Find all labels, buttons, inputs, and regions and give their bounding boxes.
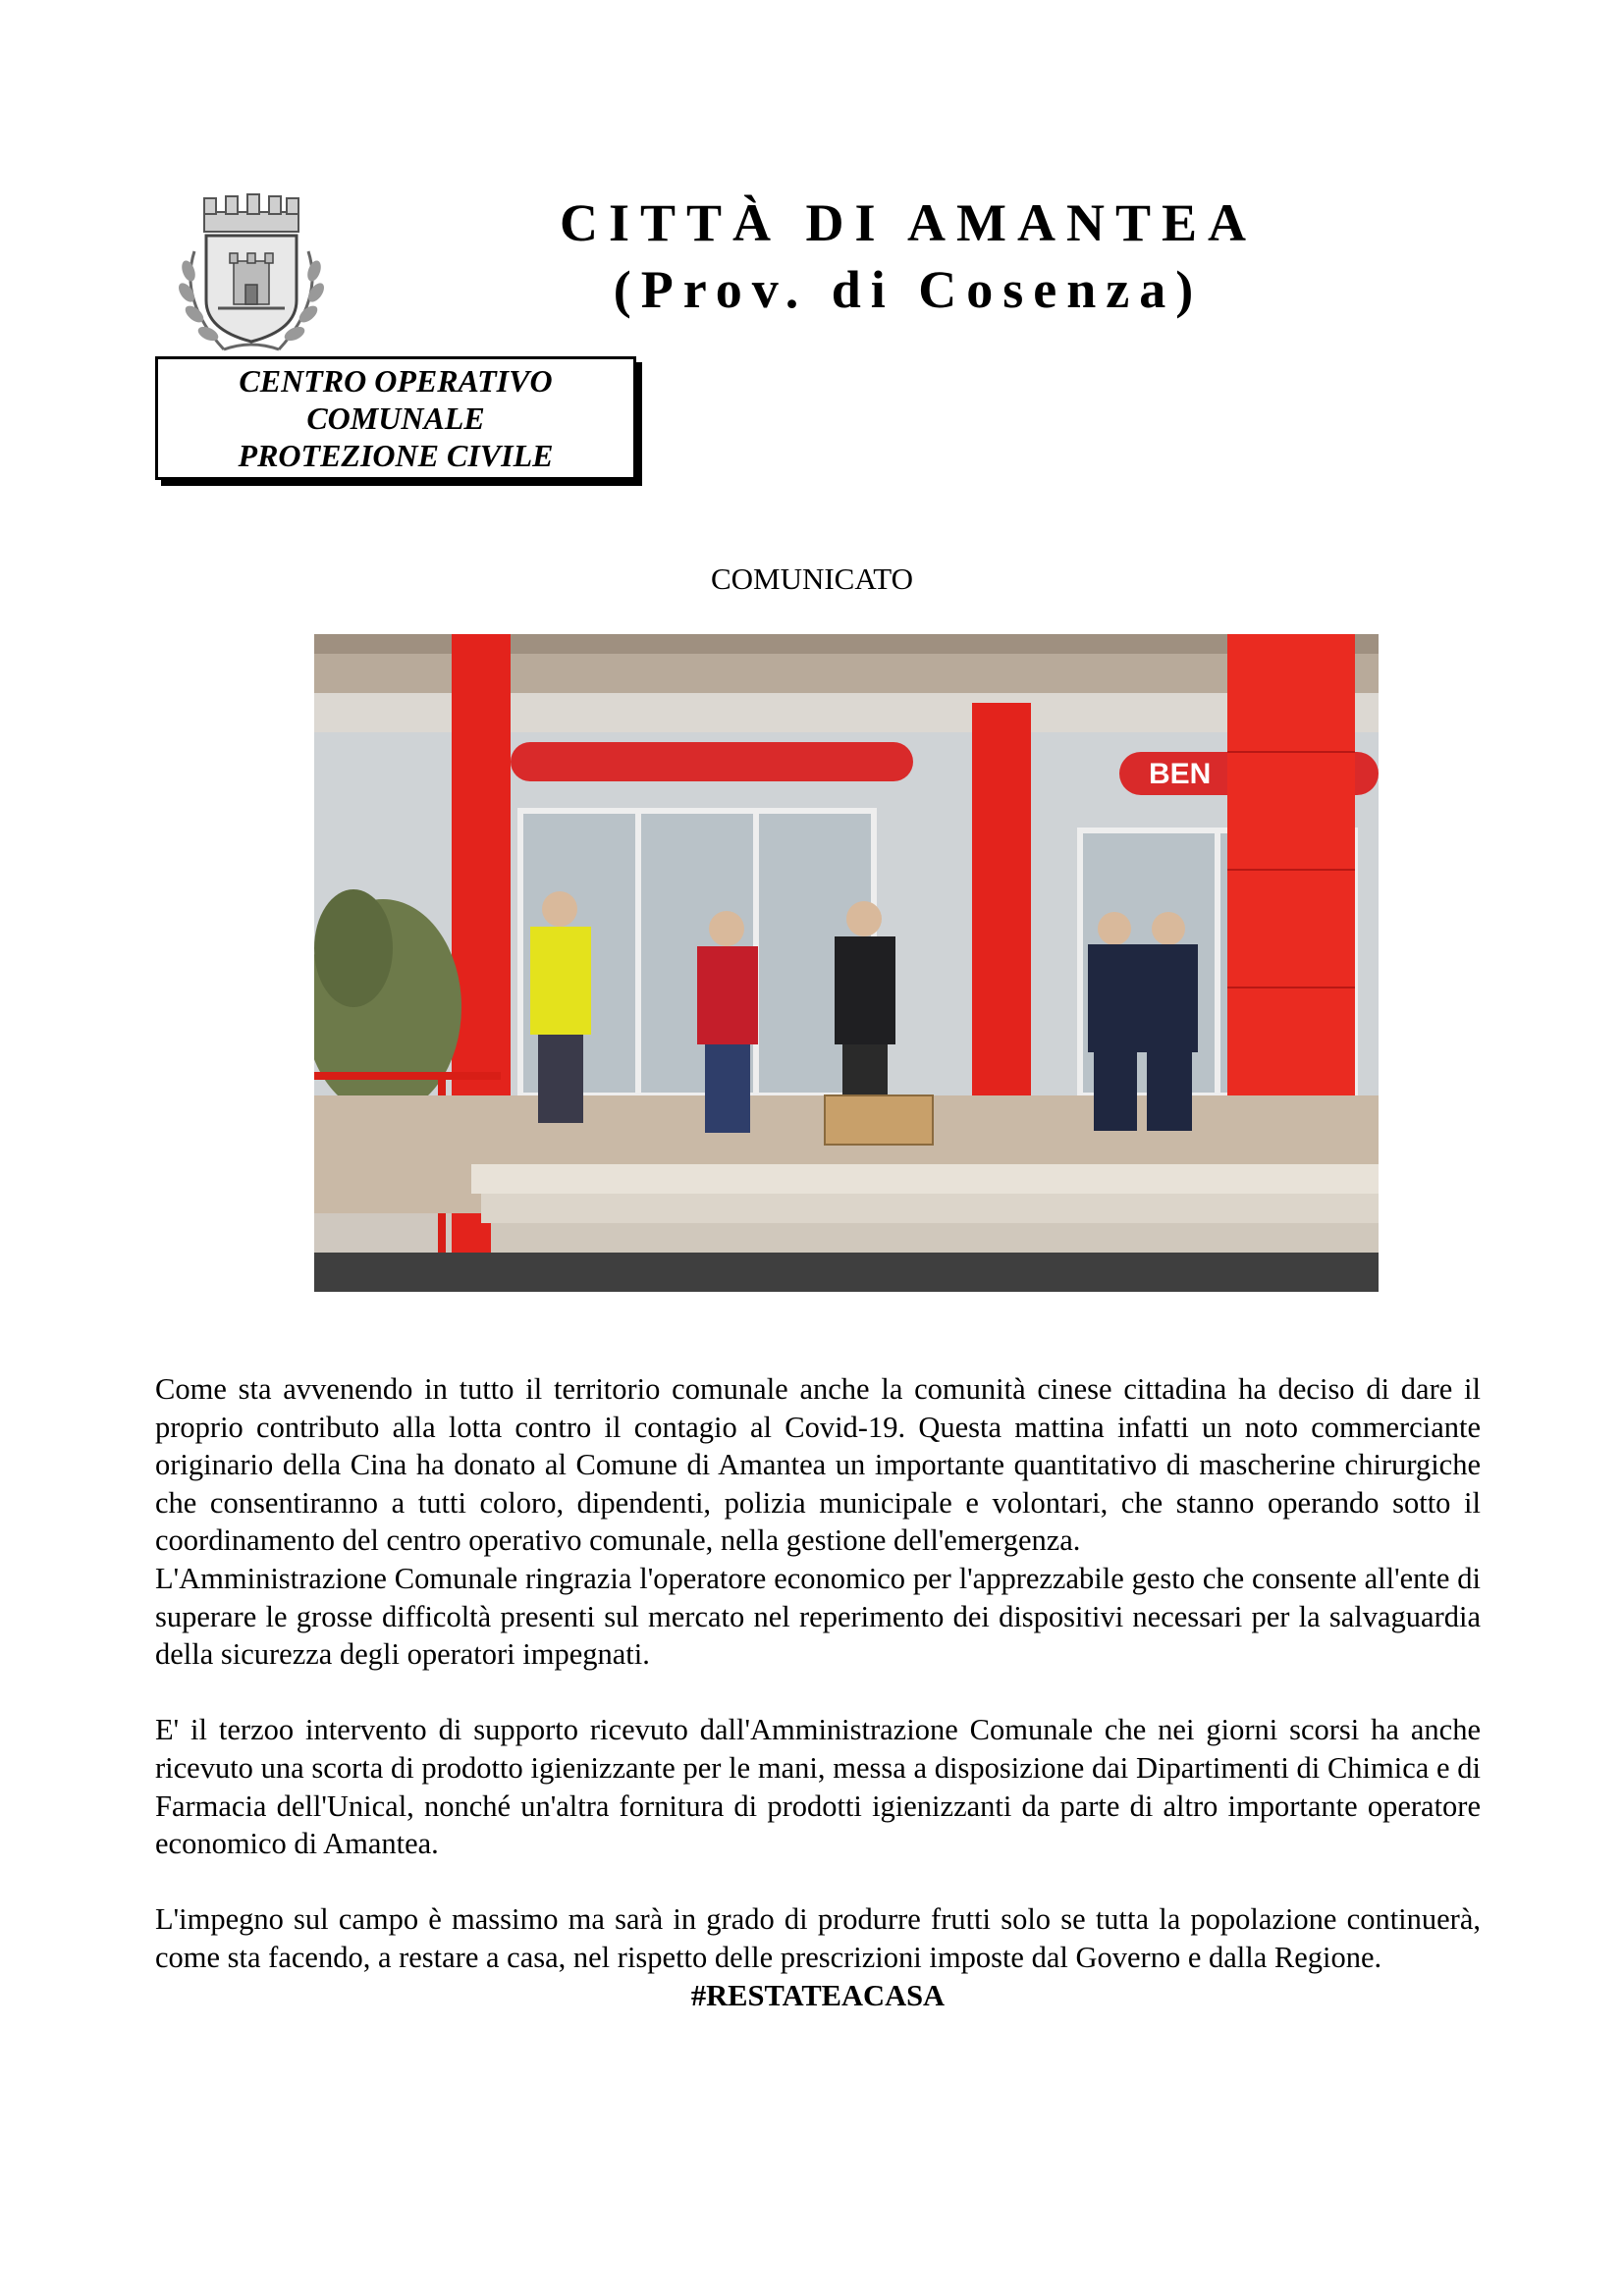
hashtag: #RESTATEACASA xyxy=(690,1978,946,2012)
office-line-1: CENTRO OPERATIVO xyxy=(239,363,553,399)
document-heading: COMUNICATO xyxy=(710,561,914,596)
donation-photo xyxy=(314,634,1379,1292)
province-subtitle: (Prov. di Cosenza) xyxy=(613,260,1204,319)
office-line-2: COMUNALE xyxy=(306,400,485,436)
civil-protection-office-box xyxy=(155,356,636,480)
body-paragraph: L'impegno sul campo è massimo ma sarà in grado di produrre frutti solo se tutta la popolazione continuerà, come sta facendo, a restare a casa, nel rispetto delle prescrizioni imposte dal Governo e dalla Regione. xyxy=(155,1902,1481,1974)
office-line-3: PROTEZIONE CIVILE xyxy=(238,438,554,473)
body-paragraph: Come sta avvenendo in tutto il territorio comunale anche la comunità cinese cittadina ha deciso di dare il proprio contributo alla lotta contro il contagio al Covid-19. Questa mattina infatti un noto commerciante originario della Cina ha donato al Comune di Amantea un importante quantitativo di mascherine chirurgiche che consentiranno a tutti coloro, dipendenti, polizia municipale e volontari, che stanno operando sotto il coordinamento del centro operativo comunale, nella gestione dell'emergenza. xyxy=(155,1372,1481,1558)
photo-sign-text: BEN xyxy=(1149,758,1212,790)
body-paragraph: L'Amministrazione Comunale ringrazia l'operatore economico per l'apprezzabile gesto che consente all'ente di superare le grosse difficoltà presenti sul mercato nel reperimento dei dispositivi necessari per la salvaguardia della sicurezza degli operatori impegnati. xyxy=(155,1561,1481,1672)
communique-body xyxy=(155,1370,1481,2014)
city-title: CITTÀ DI AMANTEA xyxy=(559,193,1258,252)
body-paragraph: E' il terzoo intervento di supporto ricevuto dall'Amministrazione Comunale che nei giorni scorsi ha anche ricevuto una scorta di prodotto igienizzante per le mani, messa a disposizione dai Dipartimenti di Chimica e di Farmacia dell'Unical, nonché un'altra fornitura di prodotti igienizzanti da parte di altro importante operatore economico di Amantea. xyxy=(155,1713,1481,1861)
municipal-crest-icon xyxy=(165,192,338,357)
